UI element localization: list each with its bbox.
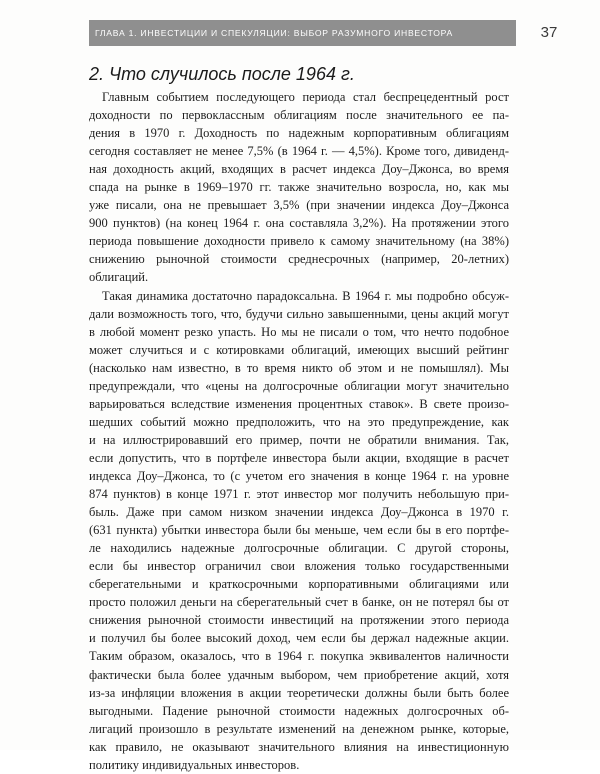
text-line: сегодня составляет не менее 7,5% (в 1964 г. — 4,5%). Кроме того, дивиденд- bbox=[89, 144, 509, 159]
text-line: быль. Даже при самом низком значении индекса Доу–Джонса в 1970 г. bbox=[89, 505, 509, 520]
text-line: если бы инвестор ограничил свои вложения только государственными bbox=[89, 559, 509, 574]
text-line: шедших событий можно предположить, что на это предупреждение, как bbox=[89, 414, 509, 429]
text-line: снижения рыночной стоимости инвестиций на протяжении этого периода bbox=[89, 613, 509, 628]
text-line: как правило, не оказывают значительного влияния на инвестиционную bbox=[89, 739, 509, 754]
text-line: облигаций. bbox=[89, 270, 149, 285]
text-line: (насколько нам известно, в то время никто об этом и не помышлял). Мы bbox=[89, 360, 509, 375]
text-line: из-за инфляции вложения в акции теоретически должны были быть более bbox=[89, 685, 509, 700]
text-line: Главным событием последующего периода стал беспрецедентный рост bbox=[102, 90, 509, 104]
text-line: в любой момент резко упасть. Но мы не писали о том, что нечто подобное bbox=[89, 324, 509, 339]
text-line: дали возможность того, что, будучи сильно завышенными, цены акций могут bbox=[89, 306, 509, 321]
text-line: и на иллюстрировавший его пример, почти не обратили внимания. Так, bbox=[89, 432, 509, 447]
text-line: снижению рыночной стоимости среднесрочных (например, 20-летних) bbox=[89, 252, 509, 267]
text-line: индекса Доу–Джонса, то (с учетом его значения в конце 1964 г. на уровне bbox=[89, 468, 509, 483]
page-number: 37 bbox=[540, 24, 558, 41]
text-line: варьироваться вследствие изменения процентных ставок». В свете произо- bbox=[89, 396, 509, 411]
text-line: сберегательными и краткосрочными корпоративными облигациями или bbox=[89, 577, 509, 592]
text-line: ная доходность акций, входящих в расчет индекса Доу–Джонса, во время bbox=[89, 162, 509, 177]
running-header: ГЛАВА 1. ИНВЕСТИЦИИ И СПЕКУЛЯЦИИ: ВЫБОР РАЗУМНОГО ИНВЕСТОРА bbox=[89, 20, 516, 46]
text-line: 900 пунктов) (на конец 1964 г. она составляла 3,2%). На протяжении этого bbox=[89, 216, 509, 231]
text-line: Таким образом, оказалось, что в 1964 г. покупка эквивалентов наличности bbox=[89, 649, 509, 664]
text-line: может случиться и с котировками облигаций, имеющих высший рейтинг bbox=[89, 342, 509, 357]
text-line: (631 пункта) убытки инвестора были бы меньше, чем если бы в его портфе- bbox=[89, 523, 509, 538]
text-line: доходности по первоклассным облигациям после значительного ее па- bbox=[89, 108, 509, 123]
text-line: спада на рынке в 1969–1970 гг. также значительно возросла, но, как мы bbox=[89, 180, 509, 195]
text-line: Такая динамика достаточно парадоксальна. В 1964 г. мы подробно обсуж- bbox=[102, 288, 509, 303]
text-line: если допустить, что в портфеле инвестора были акции, входящие в расчет bbox=[89, 450, 509, 465]
section-title: 2. Что случилось после 1964 г. bbox=[89, 64, 355, 84]
text-line: дения в 1970 г. Доходность по надежным корпоративным облигациям bbox=[89, 126, 509, 141]
text-line: и получил бы более высокий доход, чем если бы держал надежные акции. bbox=[89, 631, 509, 646]
text-line: политику индивидуальных инвесторов. bbox=[89, 757, 300, 772]
body-text bbox=[89, 88, 509, 774]
text-line: периода повышение доходности привело к самому значительному (на 38%) bbox=[89, 234, 509, 249]
text-line: 874 пунктов) в конце 1971 г. этот инвестор мог получить небольшую при- bbox=[89, 487, 509, 502]
text-line: фактически была более удачным выбором, чем приобретение акций, хотя bbox=[89, 667, 509, 682]
paragraph bbox=[89, 88, 509, 287]
text-line: ле находились надежные долгосрочные облигации. С другой стороны, bbox=[89, 541, 509, 556]
text-line: уже писали, она не превышает 3,5% (при значении индекса Доу–Джонса bbox=[89, 198, 509, 213]
paragraph bbox=[89, 287, 509, 774]
text-line: лигаций произошло в результате изменений на денежном рынке, которые, bbox=[89, 721, 509, 736]
text-line: выгодными. Падение рыночной стоимости надежных долгосрочных об- bbox=[89, 703, 509, 718]
text-line: предупреждали, что «цены на долгосрочные облигации могут значительно bbox=[89, 378, 509, 393]
text-line: просто положил деньги на сберегательный счет в банке, он не потерял бы от bbox=[89, 595, 509, 610]
